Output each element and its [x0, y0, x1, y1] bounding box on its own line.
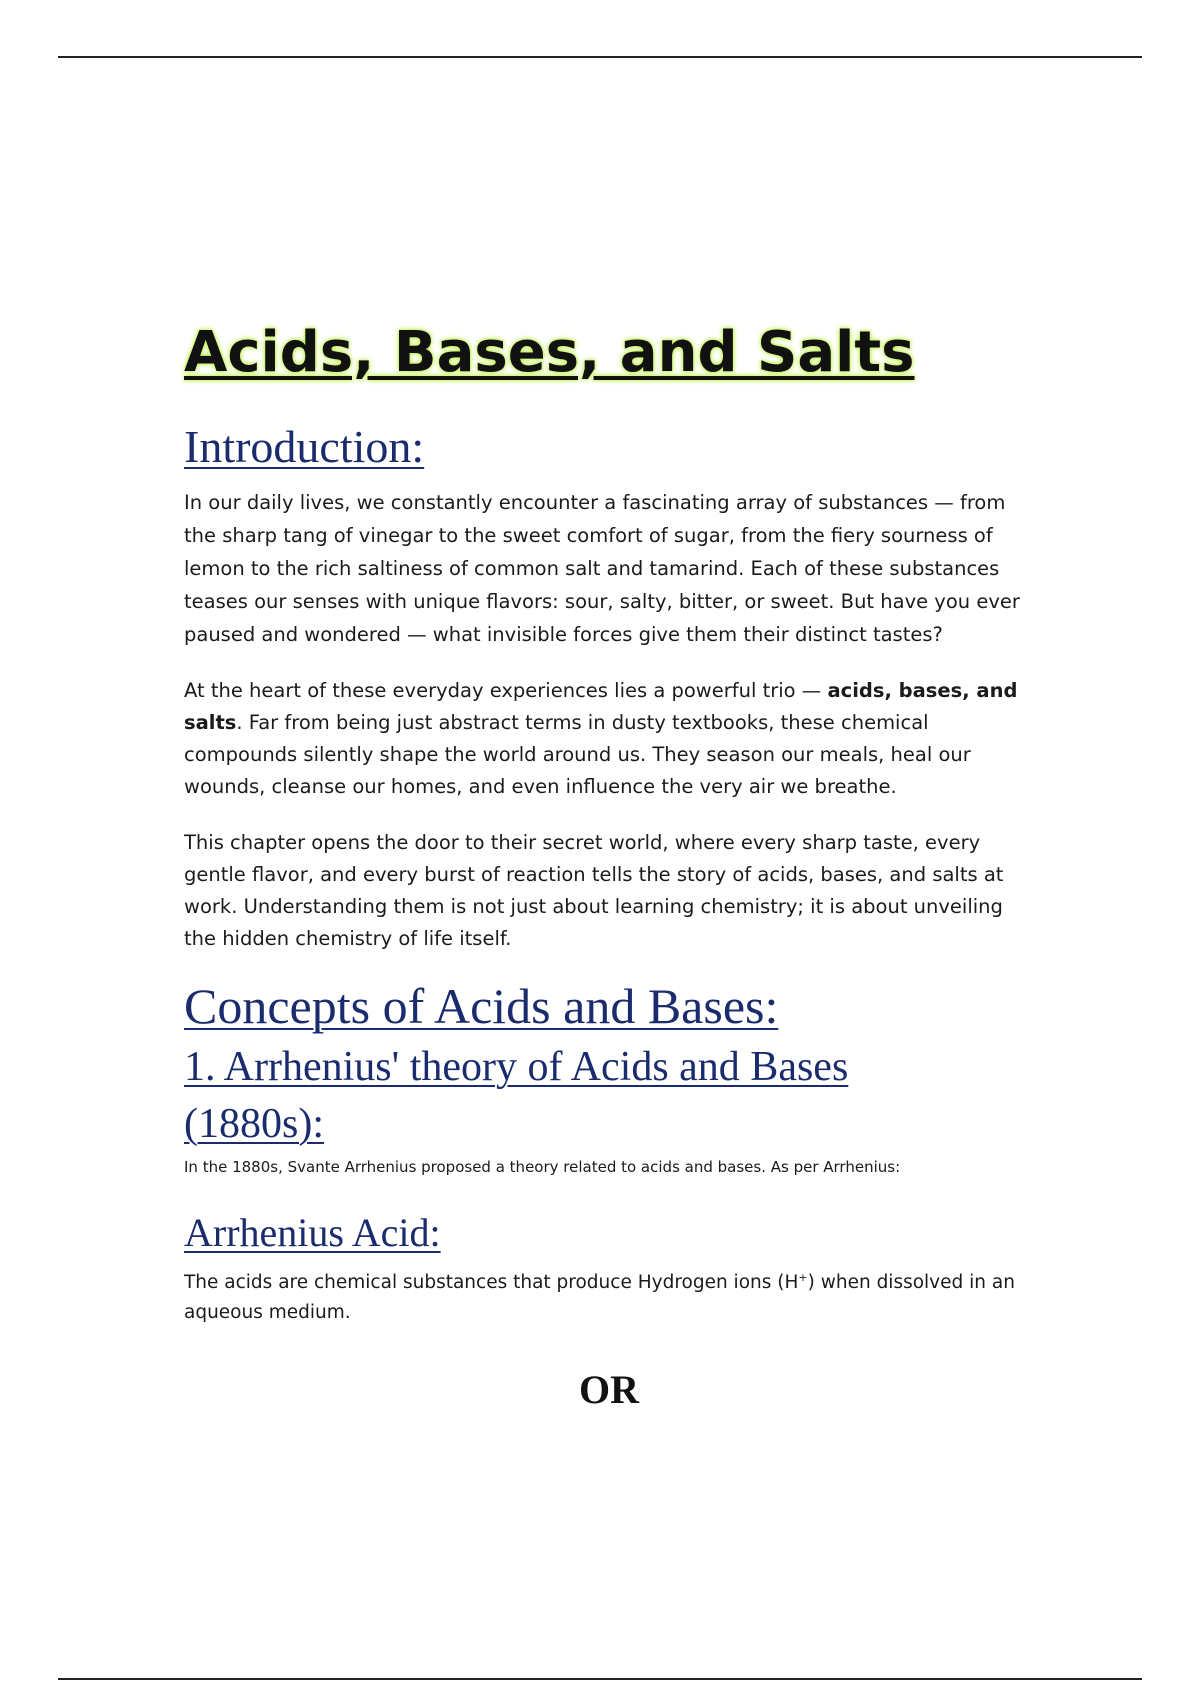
intro-paragraph-2-bold: acids, bases, and salts	[184, 679, 1018, 734]
top-rule	[58, 56, 1142, 58]
introduction-heading: Introduction:	[184, 421, 425, 472]
arrhenius-acid-heading: Arrhenius Acid:	[184, 1210, 441, 1255]
or-label: OR	[579, 1367, 639, 1413]
intro-paragraph-2-start: At the heart of these everyday experiences lies a powerful trio —	[184, 679, 828, 702]
intro-paragraph-1: In our daily lives, we constantly encounter a fascinating array of substances — from the sharp tang of vinegar to the sweet comfort of sugar, from the fiery sourness of lemon to the rich saltiness of common salt and tamarind. Each of these substances teases our senses with unique flavors: sour, salty, bitter, or sweet. But have you ever paused and wondered — what invisible forces give them their distinct tastes?	[184, 491, 1020, 646]
intro-paragraph-2-end: . Far from being just abstract terms in dusty textbooks, these chemical compounds silently shape the world around us. They season our meals, heal our wounds, cleanse our homes, and even influence the very air we breathe.	[184, 711, 971, 798]
intro-paragraph-3: This chapter opens the door to their secret world, where every sharp taste, every gentle flavor, and every burst of reaction tells the story of acids, bases, and salts at work. Understanding them is not just about learning chemistry; it is about unveiling the hidden chemistry of life itself.	[184, 831, 1004, 950]
document-body	[184, 318, 1034, 1413]
acid-def-start: The acids are chemical substances that produce Hydrogen ions (H	[184, 1272, 799, 1294]
concepts-heading: Concepts of Acids and Bases:	[184, 978, 779, 1034]
bottom-rule	[58, 1678, 1142, 1680]
arrhenius-intro: In the 1880s, Svante Arrhenius proposed a theory related to acids and bases. As per Arrhenius:	[184, 1158, 901, 1176]
arrhenius-acid-definition	[184, 1263, 1034, 1328]
acid-def-end: ) when dissolved in an aqueous medium.	[184, 1272, 1015, 1324]
document-title: Acids, Bases, and Salts	[184, 320, 915, 385]
arrhenius-theory-heading: 1. Arrhenius' theory of Acids and Bases (1880s):	[184, 1044, 849, 1147]
hydrogen-charge: +	[798, 1271, 808, 1284]
intro-paragraph-2	[184, 675, 1034, 803]
